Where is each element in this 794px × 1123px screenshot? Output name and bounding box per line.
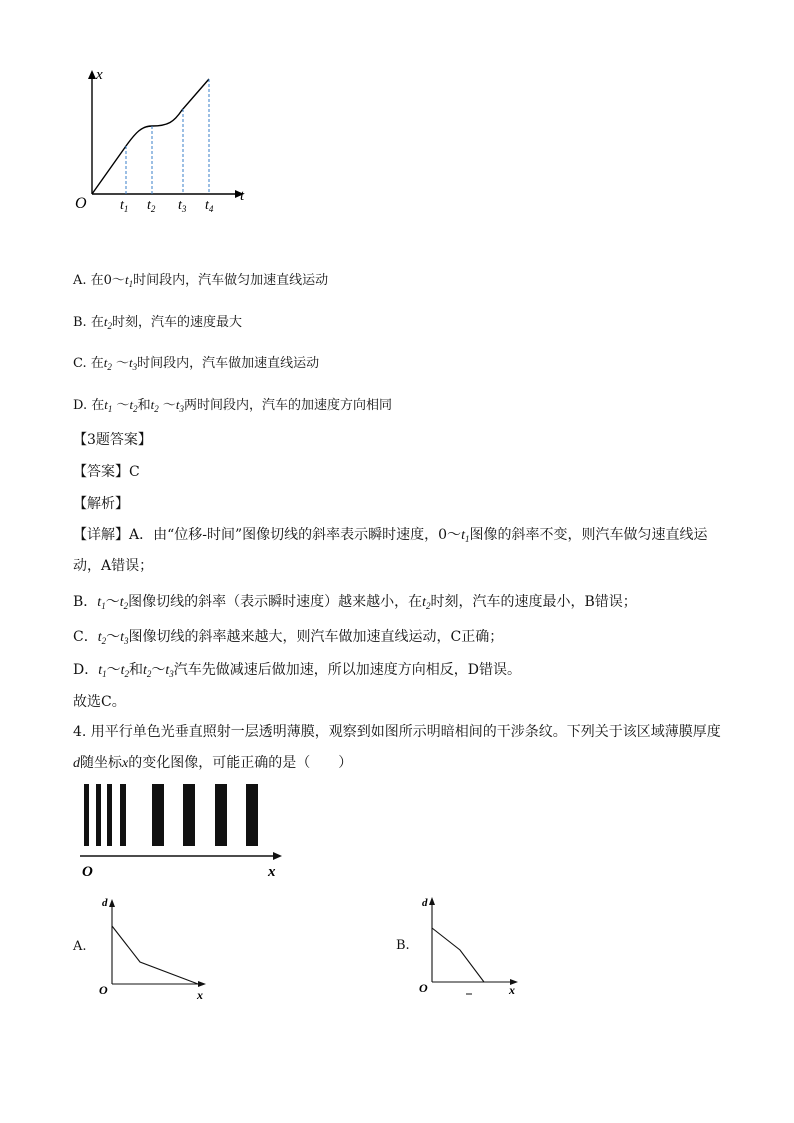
q4-line-1: 4. 用平行单色光垂直照射一层透明薄膜，观察到如图所示明暗相间的干涉条纹。下列关于该区域薄膜厚度 — [73, 724, 721, 740]
tick-t1: $t_1$ — [120, 198, 129, 214]
svg-text:O: O — [419, 981, 428, 995]
svg-text:x: x — [509, 983, 515, 997]
option-c: C. 在$t_2$ $\sim t_3$时间段内，汽车做加速直线运动 — [73, 355, 320, 372]
tick-t3: $t_3$ — [178, 198, 187, 214]
axis-y-label: x — [96, 67, 103, 83]
solution-header: 【3题答案】 — [73, 432, 152, 448]
detail-line-d: D．$t_1\sim t_2$和$t_2\sim t_3$汽车先做减速后做加速，所以加速度方向相反，D错误。 — [73, 662, 522, 679]
origin-label: O — [75, 195, 87, 212]
option-a-graph — [96, 890, 214, 1002]
axis-x-label: t — [240, 188, 245, 204]
svg-text:d: d — [102, 897, 108, 909]
detail-line-c: C．$t_2\sim t_3$图像切线的斜率越来越大，则汽车做加速直线运动，C正确； — [73, 629, 504, 646]
interference-fringes — [76, 780, 296, 882]
fringe-origin: O — [82, 864, 93, 880]
tick-t4: $t_4$ — [205, 198, 214, 214]
option-b-graph — [416, 888, 526, 1000]
displacement-curve — [92, 79, 209, 194]
fringe-axis: x — [268, 864, 276, 880]
detail-line-1: 【详解】A．由“位移-时间”图像切线的斜率表示瞬时速度，$0\sim t_1$图像的斜率不变，则汽车做匀速直线运 — [73, 527, 708, 544]
detail-line-2: 动，A错误； — [73, 558, 154, 574]
analysis-heading: 【解析】 — [73, 496, 129, 512]
svg-text:x: x — [197, 988, 203, 1002]
option-a-label: A. — [73, 939, 87, 954]
option-b-label: B. — [396, 938, 410, 953]
conclusion: 故选C。 — [73, 694, 126, 710]
answer-line: 【答案】C — [73, 464, 140, 480]
option-d: D. 在$t_1$ $\sim t_2$和$t_2$ $\sim t_3$两时间段内，汽车的加速度方向相同 — [73, 397, 393, 414]
detail-line-b: B．$t_1\sim t_2$图像切线的斜率（表示瞬时速度）越来越小，在$t_2$时刻，汽车的速度最小，B错误； — [73, 594, 637, 611]
xt-graph — [70, 62, 260, 222]
q4-line-2: d随坐标x的变化图像，可能正确的是（ ） — [73, 755, 353, 771]
tick-t2: $t_2$ — [147, 198, 156, 214]
option-b: B. 在$t_2$时刻，汽车的速度最大 — [73, 314, 242, 331]
option-a: A. 在$0\sim t_1$时间段内，汽车做匀加速直线运动 — [73, 272, 329, 289]
svg-text:d: d — [422, 897, 428, 909]
svg-text:O: O — [99, 983, 108, 997]
